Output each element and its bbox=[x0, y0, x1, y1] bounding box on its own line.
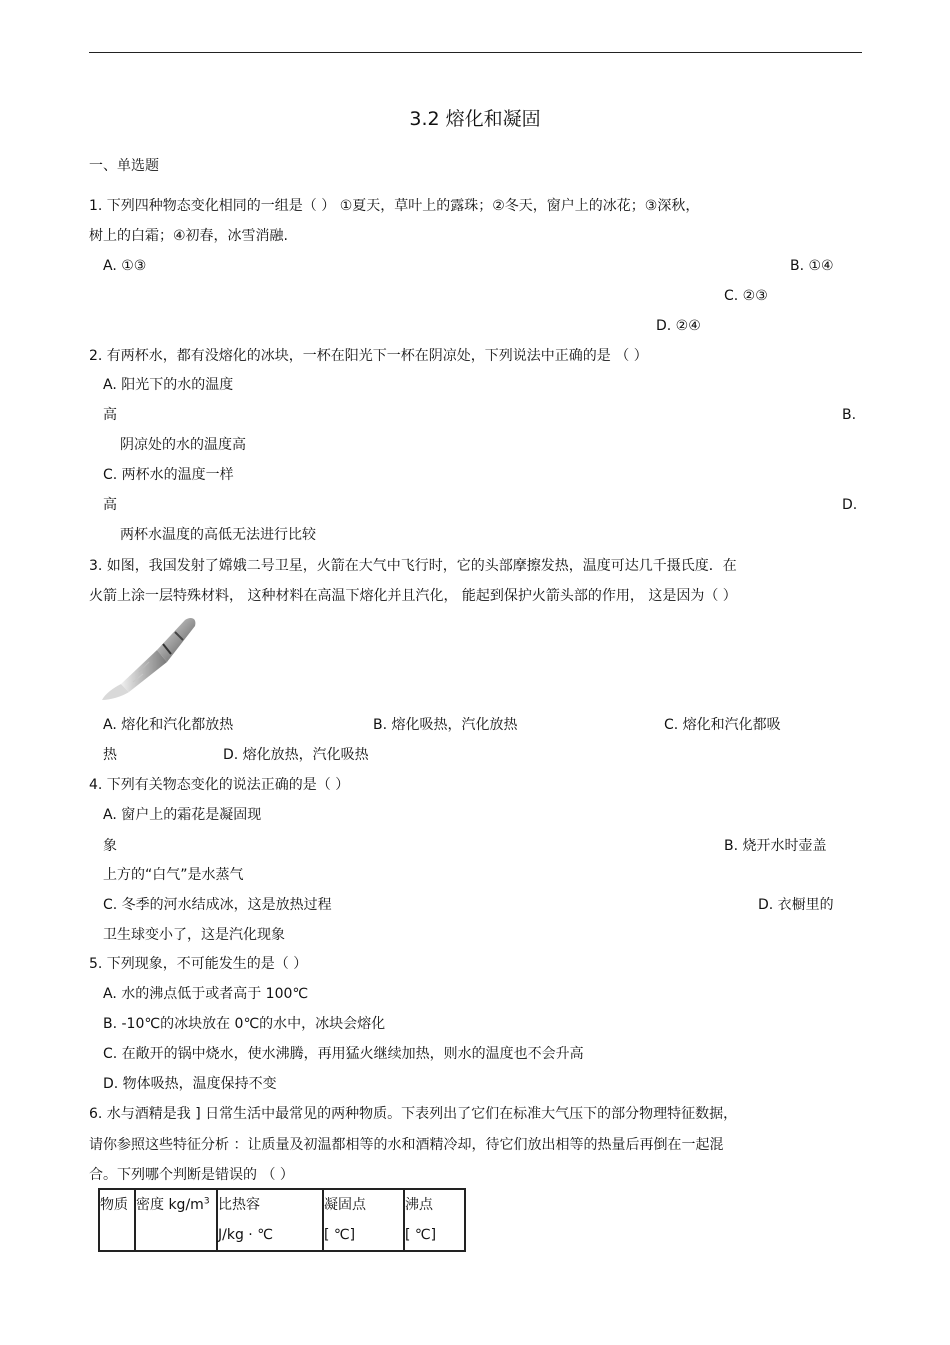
q3-stem-line1: 3. 如图，我国发射了嫦娥二号卫星，火箭在大气中飞行时，它的头部摩擦发热，温度可达几千摄氏度．在 bbox=[89, 558, 737, 574]
q6-stem-line3: 合。下列哪个判断是错误的 （ ） bbox=[89, 1167, 294, 1183]
q6-stem-line2: 请你参照这些特征分析 ：让质量及初温都相等的水和酒精冷却，待它们放出相等的热量后再倒在一起混 bbox=[89, 1137, 724, 1153]
q4-option-c[interactable]: C. 冬季的河水结成冰，这是放热过程 bbox=[103, 897, 332, 913]
q2-option-d-label[interactable]: D. bbox=[842, 497, 858, 513]
q2-stem: 2. 有两杯水，都有没熔化的冰块，一杯在阳光下一杯在阴凉处，下列说法中正确的是 （ ） bbox=[89, 348, 648, 364]
header-specific-heat-unit: J/kg · ℃ bbox=[218, 1227, 273, 1243]
q1-option-b[interactable]: B. ①④ bbox=[790, 258, 834, 274]
q3-option-b[interactable]: B. 熔化吸热，汽化放热 bbox=[373, 717, 518, 733]
table-header-freezing-point bbox=[323, 1189, 404, 1251]
rocket-image bbox=[99, 612, 201, 704]
header-boiling-point-unit: [ ℃] bbox=[405, 1227, 437, 1243]
q1-option-c[interactable]: C. ②③ bbox=[724, 288, 768, 304]
table-header-boiling-point bbox=[404, 1189, 465, 1251]
q3-stem-line2: 火箭上涂一层特殊材料， 这种材料在高温下熔化并且汽化， 能起到保护火箭头部的作用， 这是因为（ ） bbox=[89, 588, 737, 604]
section-heading: 一、单选题 bbox=[89, 158, 159, 174]
page-title: 3.2 熔化和凝固 bbox=[409, 108, 541, 130]
properties-table bbox=[98, 1188, 466, 1252]
q5-stem: 5. 下列现象，不可能发生的是（ ） bbox=[89, 956, 308, 972]
q5-option-b[interactable]: B. -10℃的冰块放在 0℃的水中，冰块会熔化 bbox=[103, 1016, 386, 1032]
q4-option-d-cont: 卫生球变小了，这是汽化现象 bbox=[103, 927, 285, 943]
q2-option-d-text[interactable]: 两杯水温度的高低无法进行比较 bbox=[120, 527, 316, 543]
table-header-substance bbox=[99, 1189, 135, 1251]
header-density-label: 密度 $kg/m^3$ bbox=[136, 1196, 210, 1213]
table-header-density bbox=[135, 1189, 217, 1251]
q2-option-b-label[interactable]: B. bbox=[842, 407, 857, 423]
header-freezing-point-unit: [ ℃] bbox=[324, 1227, 356, 1243]
header-specific-heat-label: 比热容 bbox=[218, 1197, 260, 1213]
q3-option-d[interactable]: D. 熔化放热，汽化吸热 bbox=[223, 747, 369, 763]
q4-option-b-cont: 上方的“白气”是水蒸气 bbox=[103, 867, 244, 883]
q5-option-d[interactable]: D. 物体吸热，温度保持不变 bbox=[103, 1076, 277, 1092]
q4-option-d[interactable]: D. 衣橱里的 bbox=[758, 897, 834, 913]
q3-option-c[interactable]: C. 熔化和汽化都吸 bbox=[664, 717, 781, 733]
header-boiling-point-label: 沸点 bbox=[405, 1197, 433, 1213]
q1-option-d[interactable]: D. ②④ bbox=[656, 318, 701, 334]
q2-option-a-cont: 高 bbox=[103, 407, 117, 423]
table-header-specific-heat bbox=[217, 1189, 323, 1251]
q3-option-a[interactable]: A. 熔化和汽化都放热 bbox=[103, 717, 234, 733]
q4-option-a-cont: 象 bbox=[103, 838, 117, 854]
header-freezing-point-label: 凝固点 bbox=[324, 1197, 366, 1213]
q4-stem: 4. 下列有关物态变化的说法正确的是（ ） bbox=[89, 777, 350, 793]
q1-option-a[interactable]: A. ①③ bbox=[103, 258, 147, 274]
q2-option-c[interactable]: C. 两杯水的温度一样 bbox=[103, 467, 234, 483]
q2-option-c-cont: 高 bbox=[103, 497, 117, 513]
q1-stem-line1: 1. 下列四种物态变化相同的一组是（ ） ①夏天，草叶上的露珠；②冬天，窗户上的冰花；③深秋， bbox=[89, 198, 700, 214]
q4-option-b[interactable]: B. 烧开水时壶盖 bbox=[724, 838, 827, 854]
q4-option-a[interactable]: A. 窗户上的霜花是凝固现 bbox=[103, 807, 262, 823]
q3-option-c-cont: 热 bbox=[103, 747, 117, 763]
q2-option-b-text[interactable]: 阴凉处的水的温度高 bbox=[120, 437, 246, 453]
header-rule bbox=[89, 52, 862, 53]
q6-stem-line1: 6. 水与酒精是我 ] 日常生活中最常见的两种物质。下表列出了它们在标准大气压下的部分物理特征数据， bbox=[89, 1106, 738, 1122]
q1-stem-line2: 树上的白霜；④初春，冰雪消融. bbox=[89, 228, 289, 244]
table-row bbox=[99, 1189, 465, 1251]
q5-option-c[interactable]: C. 在敞开的锅中烧水，使水沸腾，再用猛火继续加热，则水的温度也不会升高 bbox=[103, 1046, 584, 1062]
q5-option-a[interactable]: A. 水的沸点低于或者高于 100℃ bbox=[103, 986, 309, 1002]
header-substance-label: 物质 bbox=[100, 1197, 128, 1213]
q2-option-a[interactable]: A. 阳光下的水的温度 bbox=[103, 377, 234, 393]
